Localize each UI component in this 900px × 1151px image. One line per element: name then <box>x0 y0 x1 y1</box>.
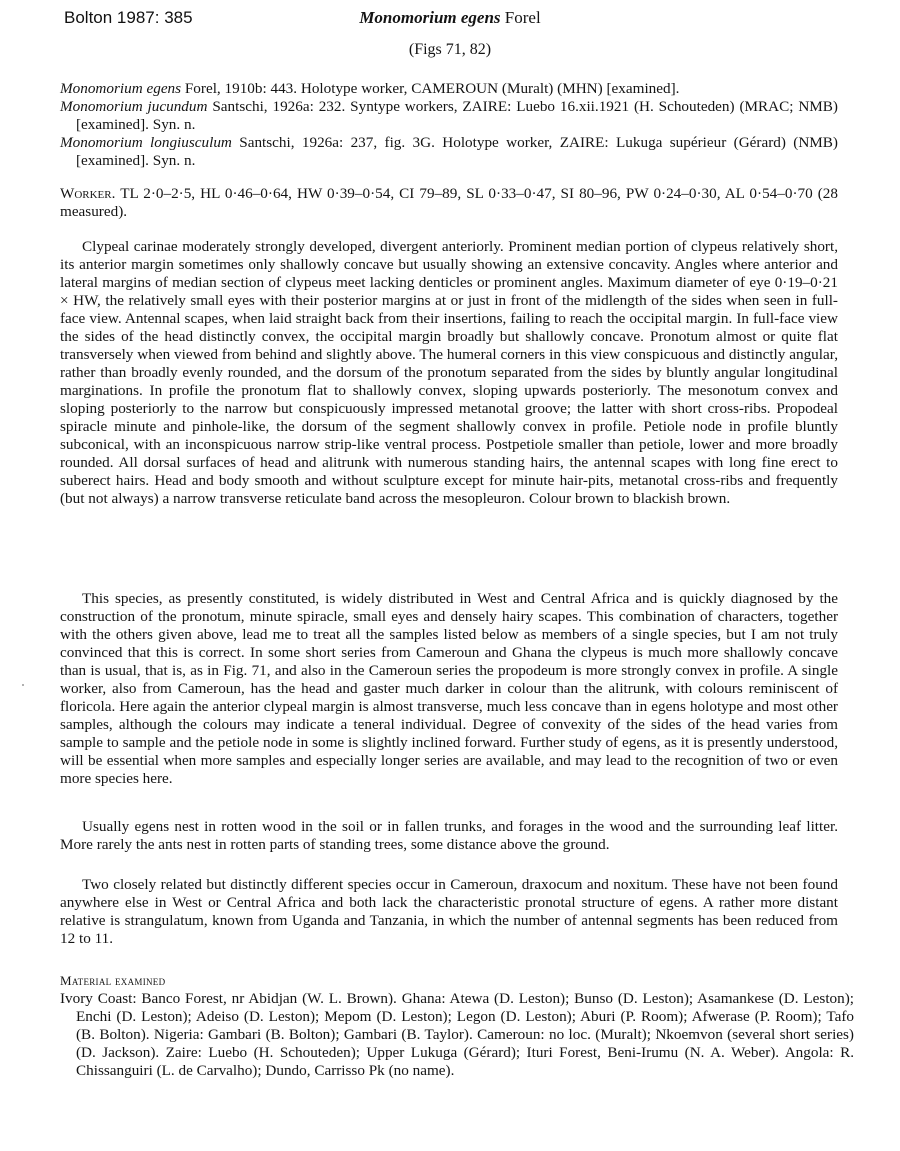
synonymy-entry <box>60 80 838 98</box>
material-list: Ivory Coast: Banco Forest, nr Abidjan (W. L. Brown). Ghana: Atewa (D. Leston); Bunso (D. Leston); Asamankese (D. Leston); Enchi (D. Leston); Adeiso (D. Leston); Mepom (D. Leston); Legon (D. Leston); Aburi (P. Room); Afwerase (P. Room); Tafo (B. Bolton). Nigeria: Gambari (B. Bolton); Gambari (B. Taylor). Cameroun: no loc. (Muralt); Nkoemvon (several short series) (D. Jackson). Zaire: Luebo (H. Schouteden); Upper Lukuga (Gérard); Ituri Forest, Beni-Irumu (N. A. Weber). Angola: R. Chissanguiri (L. de Carvalho); Dundo, Carrisso Pk (no name). <box>60 990 854 1079</box>
species-author: Forel <box>500 8 541 27</box>
taxon-name: Monomorium longiusculum <box>60 134 232 151</box>
species-name: Monomorium egens <box>359 8 501 27</box>
taxon-details: Santschi, 1926a: 232. Syntype workers, ZAIRE: Luebo 16.xii.1921 (H. Schouteden) (MRAC; NMB) [examined]. Syn. n. <box>76 98 838 133</box>
taxon-details: Santschi, 1926a: 237, fig. 3G. Holotype worker, ZAIRE: Lukuga supérieur (Gérard) (NMB) [examined]. Syn. n. <box>76 134 838 169</box>
taxon-details: Forel, 1910b: 443. Holotype worker, CAMEROUN (Muralt) (MHN) [examined]. <box>181 80 680 97</box>
species-title <box>0 8 900 28</box>
scan-speck <box>22 684 24 686</box>
material-heading: Material examined <box>60 973 166 988</box>
taxon-name: Monomorium egens <box>60 80 182 97</box>
discussion-paragraph: This species, as presently constituted, is widely distributed in West and Central Africa and is quickly diagnosed by the construction of the pronotum, minute spiracle, small eyes and densely hairy scapes. This combination of characters, together with the others given above, lead me to treat all the samples listed below as members of a single species, but I am not truly convinced that this is correct. In some short series from Cameroun and Ghana the clypeus is much more shallowly concave than is usual, that is, as in Fig. 71, and also in the Cameroun series the propodeum is more strongly convex in profile. A single worker, also from Cameroun, has the head and gaster much darker in colour than the alitrunk, with colours reminiscent of floricola. Here again the anterior clypeal margin is almost transverse, much less concave than in egens holotype and most other samples, although the colours may indicate a teneral individual. Degree of convexity of the sides of the head varies from sample to sample and the petiole node in some is slightly inclined forward. Further study of egens, as it is presently understood, will be essential when more samples and especially longer series are available, and may lead to the recognition of two or even more species here. <box>60 590 838 787</box>
taxon-name: Monomorium jucundum <box>60 98 208 115</box>
figure-reference: (Figs 71, 82) <box>408 41 492 58</box>
worker-measurement-text: TL 2·0–2·5, HL 0·46–0·64, HW 0·39–0·54, CI 79–89, SL 0·33–0·47, SI 80–96, PW 0·24–0·30, AL 0·54–0·70 (28 measured). <box>60 185 838 220</box>
synonymy-entry <box>60 134 838 170</box>
relatives-paragraph: Two closely related but distinctly different species occur in Cameroun, draxocum and noxitum. These have not been found anywhere else in West or Central Africa and both lack the characteristic pronotal structure of egens. A rather more distant relative is strangulatum, known from Uganda and Tanzania, in which the number of antennal segments has been reduced from 12 to 11. <box>60 876 838 947</box>
synonymy-list <box>60 80 838 170</box>
worker-label: Worker. <box>60 185 116 202</box>
synonymy-entry <box>60 98 838 134</box>
worker-measurements <box>60 185 838 221</box>
description-paragraph: Clypeal carinae moderately strongly developed, divergent anteriorly. Prominent median portion of clypeus relatively short, its anterior margin sometimes only shallowly concave but usually showing an extensive concavity. Angles where anterior and lateral margins of median section of clypeus meet lacking denticles or prominent angles. Maximum diameter of eye 0·19–0·21 × HW, the relatively small eyes with their posterior margins at or just in front of the midlength of the sides when seen in full-face view. Antennal scapes, when laid straight back from their insertions, failing to reach the occipital margin. In full-face view the sides of the head distinctly convex, the occipital margin broadly but shallowly concave. Pronotum almost or quite flat transversely when viewed from behind and slightly above. The humeral corners in this view conspicuous and distinctly angular, rather than broadly evenly rounded, and the dorsum of the pronotum separated from the sides by bluntly angular longitudinal marginations. In profile the pronotum flat to shallowly convex, sloping upwards posteriorly. The mesonotum convex and sloping posteriorly to the narrow but conspicuously impressed metanotal groove; the latter with short cross-ribs. Propodeal spiracle minute and pinhole-like, the dorsum of the segment shallowly convex in profile. Petiole node in profile bluntly subconical, with an inconspicuous narrow strip-like ventral process. Postpetiole smaller than petiole, lower and more broadly rounded. All dorsal surfaces of head and alitrunk with numerous standing hairs, the antennal scapes with long fine erect to suberect hairs. Head and body smooth and without sculpture except for minute hair-pits, metanotal cross-ribs and frequently (but not always) a narrow transverse reticulate band across the mesopleuron. Colour brown to blackish brown. <box>60 238 838 507</box>
biology-paragraph: Usually egens nest in rotten wood in the soil or in fallen trunks, and forages in the wood and the surrounding leaf litter. More rarely the ants nest in rotten parts of standing trees, some distance above the ground. <box>60 818 838 853</box>
citation-note: Bolton 1987: 385 <box>64 8 193 27</box>
